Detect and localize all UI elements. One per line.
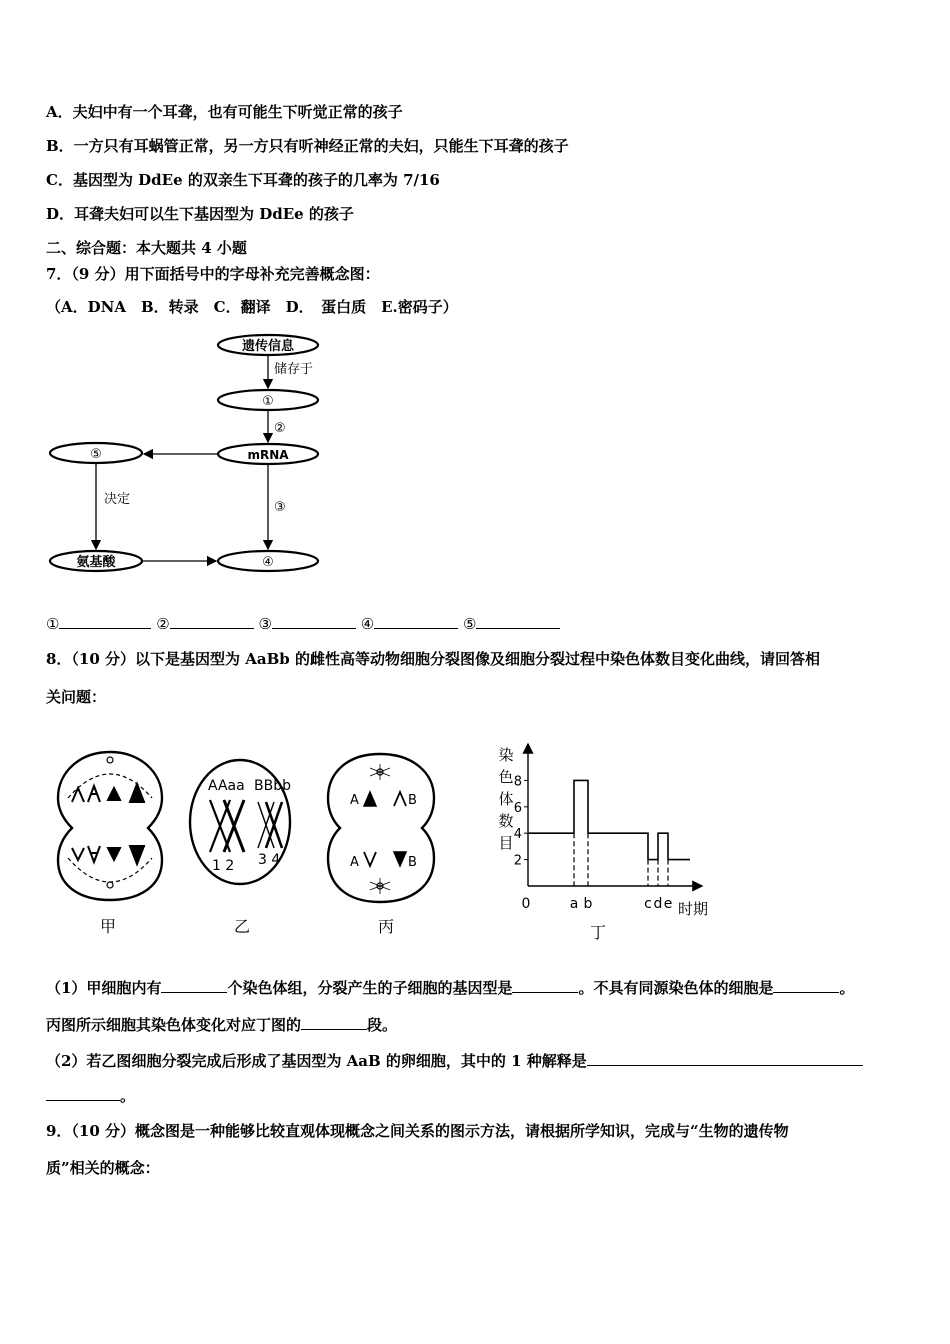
x-tick-label-e: e bbox=[663, 896, 673, 912]
y-axis-label-char: 体 bbox=[498, 790, 514, 808]
yi-bottom-right: 3 4 bbox=[258, 852, 281, 868]
blank-daughter-genotype[interactable] bbox=[512, 978, 578, 993]
y-tick-label: 4 bbox=[513, 827, 522, 843]
answer-label-2: ② bbox=[156, 615, 170, 633]
y-axis-label-char: 目 bbox=[498, 834, 514, 852]
q8-p1-text2: 个染色体组，分裂产生的子细胞的基因型是 bbox=[227, 979, 513, 997]
bing-bottom-a: A bbox=[350, 855, 359, 870]
answer-label-4: ④ bbox=[360, 615, 375, 633]
q8-part1-line2 bbox=[46, 1015, 397, 1035]
answer-label-5: ⑤ bbox=[462, 615, 477, 633]
label-genetic-info: 遗传信息 bbox=[241, 339, 295, 354]
q8-p2-end: 。 bbox=[120, 1087, 136, 1105]
answer-blank-4[interactable] bbox=[374, 614, 458, 629]
blank-chromosome-sets[interactable] bbox=[161, 978, 227, 993]
q7-options: （A．DNA B．转录 C．翻译 D． 蛋白质 E.密码子） bbox=[46, 298, 458, 316]
label-mrna: mRNA bbox=[247, 448, 289, 462]
q8-p1-text4: 。 bbox=[839, 979, 855, 997]
q9-stem-line2: 质”相关的概念： bbox=[46, 1159, 160, 1177]
q8-cell-figures bbox=[50, 740, 445, 940]
label-amino-acid: 氨基酸 bbox=[76, 555, 116, 570]
bing-top-b: B bbox=[408, 793, 417, 808]
x-tick-label-b: b bbox=[583, 896, 593, 912]
y-axis-label-char: 染 bbox=[498, 746, 514, 764]
label-store: 储存于 bbox=[274, 362, 314, 377]
y-tick-label: 2 bbox=[513, 853, 522, 869]
x-tick-label-c: c bbox=[644, 896, 652, 912]
answer-label-3: ③ bbox=[258, 615, 272, 633]
cell-yi bbox=[190, 760, 291, 884]
q8-p2-text1: （2）若乙图细胞分裂完成后形成了基因型为 AaB 的卵细胞，其中的 1 种解释是 bbox=[46, 1052, 587, 1070]
y-tick-label: 8 bbox=[513, 774, 522, 790]
q8-stem-line1: 8．（10 分）以下是基因型为 AaBb 的雌性高等动物细胞分裂图像及细胞分裂过程中染色体数目变化曲线，请回答相 bbox=[46, 650, 821, 668]
q8-part2-line2 bbox=[46, 1086, 135, 1106]
q8-p1-text5: 丙图所示细胞其染色体变化对应丁图的 bbox=[46, 1016, 302, 1034]
option-c: C．基因型为 DdEe 的双亲生下耳聋的孩子的几率为 7/16 bbox=[46, 171, 440, 189]
q7-stem: 7．（9 分）用下面括号中的字母补充完善概念图： bbox=[46, 265, 380, 283]
label-yi: 乙 bbox=[233, 917, 251, 936]
label-bing: 丙 bbox=[377, 917, 395, 936]
q8-part1-line1 bbox=[46, 978, 855, 998]
label-jia: 甲 bbox=[99, 917, 117, 936]
label-2: ② bbox=[274, 421, 286, 436]
answer-blank-3[interactable] bbox=[272, 614, 356, 629]
yi-top-right: BBbb bbox=[254, 778, 291, 794]
blank-non-homologous-cell[interactable] bbox=[773, 978, 839, 993]
label-1: ① bbox=[262, 394, 274, 409]
q8-p1-text3: 。不具有同源染色体的细胞是 bbox=[578, 979, 774, 997]
yi-bottom-left: 1 2 bbox=[212, 858, 235, 874]
y-tick-label: 6 bbox=[513, 800, 522, 816]
chart-ding bbox=[492, 738, 728, 948]
x-axis-label: 时期 bbox=[678, 900, 709, 918]
y-axis-label-char: 色 bbox=[498, 768, 514, 786]
answer-blank-5[interactable] bbox=[476, 614, 560, 629]
cell-jia bbox=[58, 752, 162, 900]
chromosome-number-line bbox=[528, 780, 690, 859]
answer-blank-2[interactable] bbox=[170, 614, 254, 629]
label-5: ⑤ bbox=[90, 447, 102, 462]
option-b: B．一方只有耳蜗管正常，另一方只有听神经正常的夫妇，只能生下耳聋的孩子 bbox=[46, 137, 569, 155]
q7-concept-map bbox=[46, 328, 336, 580]
blank-explanation[interactable] bbox=[587, 1051, 863, 1066]
q8-stem-line2: 关问题： bbox=[46, 688, 107, 706]
option-a: A．夫妇中有一个耳聋，也有可能生下听觉正常的孩子 bbox=[46, 103, 403, 121]
blank-segment[interactable] bbox=[301, 1015, 367, 1030]
answer-blank-1[interactable] bbox=[59, 614, 151, 629]
label-3: ③ bbox=[274, 500, 286, 515]
x-tick-label-a: a bbox=[569, 896, 579, 912]
yi-top-left: AAaa bbox=[208, 778, 245, 794]
blank-explanation-cont[interactable] bbox=[46, 1086, 120, 1101]
bing-bottom-b: B bbox=[408, 855, 417, 870]
y-axis-label-char: 数 bbox=[498, 812, 514, 830]
section-heading: 二、综合题：本大题共 4 小题 bbox=[46, 239, 247, 257]
option-d: D．耳聋夫妇可以生下基因型为 DdEe 的孩子 bbox=[46, 205, 354, 223]
cell-bing bbox=[328, 754, 434, 902]
chart-title: 丁 bbox=[589, 923, 607, 942]
answer-label-1: ① bbox=[46, 615, 60, 633]
q8-part2-line1 bbox=[46, 1051, 863, 1071]
bing-top-a: A bbox=[350, 793, 359, 808]
label-decide: 决定 bbox=[104, 492, 131, 507]
q8-p1-text1: （1）甲细胞内有 bbox=[46, 979, 162, 997]
q9-stem-line1: 9．（10 分）概念图是一种能够比较直观体现概念之间关系的图示方法，请根据所学知识，完成与“生物的遗传物 bbox=[46, 1122, 789, 1140]
x-tick-label-d: d bbox=[653, 896, 663, 912]
label-4: ④ bbox=[262, 555, 274, 570]
q8-p1-text6: 段。 bbox=[367, 1016, 398, 1034]
origin-label: 0 bbox=[521, 896, 531, 912]
q7-answer-row bbox=[46, 614, 560, 634]
